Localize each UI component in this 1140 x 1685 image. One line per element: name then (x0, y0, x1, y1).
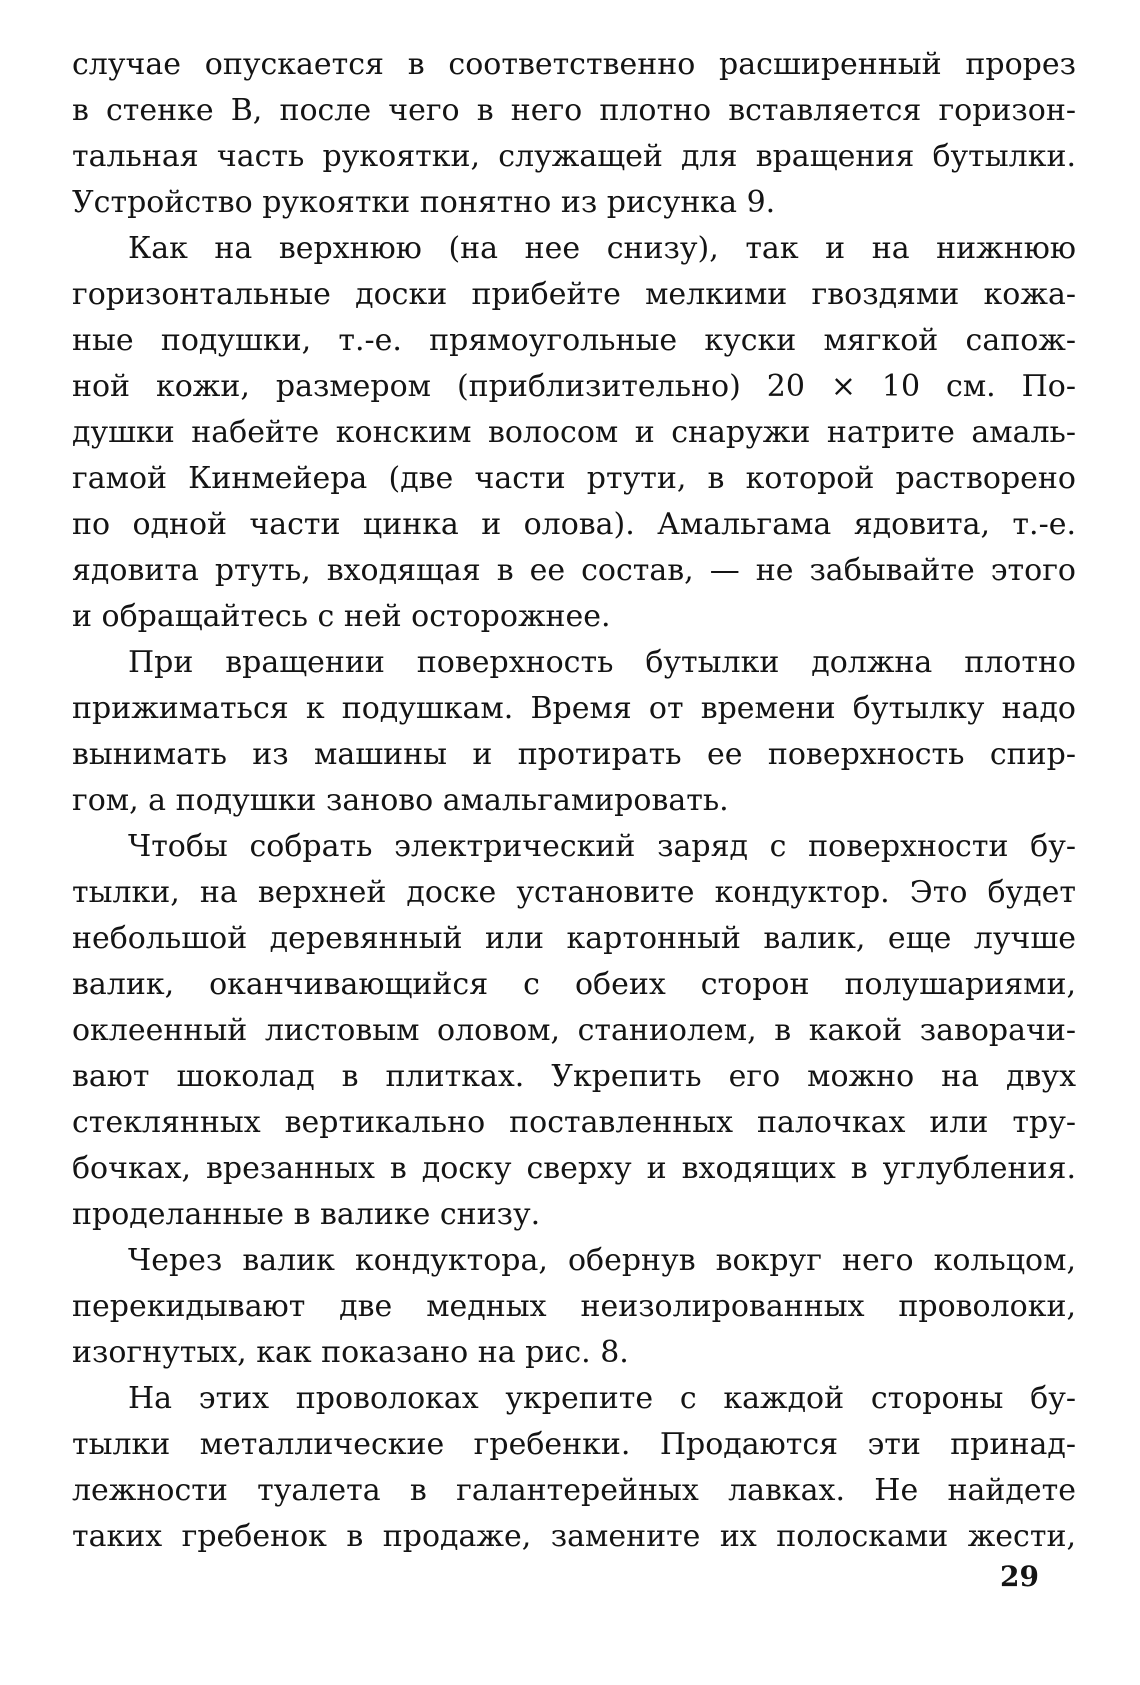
text-line: перекидывают две медных неизолированных проволоки, (72, 1289, 1076, 1324)
page-body (72, 42, 1076, 1560)
text-line: ядовита ртуть, входящая в ее состав, — не забывайте этого (72, 553, 1076, 588)
text-line: бочках, врезанных в доску сверху и входящих в углубления. (72, 1151, 1076, 1186)
text-line: горизонтальные доски прибейте мелкими гвоздями кожа- (72, 277, 1076, 312)
text-line: Как на верхнюю (на нее снизу), так и на нижнюю (128, 231, 1076, 266)
text-line: гамой Кинмейера (две части ртути, в которой растворено (72, 461, 1076, 496)
text-line: таких гребенок в продаже, замените их полосками жести, (72, 1519, 1076, 1554)
text-line: На этих проволоках укрепите с каждой стороны бу- (128, 1381, 1076, 1416)
text-line: гом, а подушки заново амальгамировать. (72, 783, 729, 818)
text-line: тальная часть рукоятки, служащей для вращения бутылки. (72, 139, 1076, 174)
text-line: лежности туалета в галантерейных лавках. Не найдете (72, 1473, 1076, 1508)
text-line: вают шоколад в плитках. Укрепить его можно на двух (72, 1059, 1076, 1094)
text-line: по одной части цинка и олова). Амальгама ядовита, т.-е. (72, 507, 1076, 542)
text-line: тылки металлические гребенки. Продаются эти принад- (72, 1427, 1076, 1462)
text-line: проделанные в валике снизу. (72, 1197, 541, 1232)
text-line: Через валик кондуктора, обернув вокруг него кольцом, (128, 1243, 1076, 1278)
text-line: валик, оканчивающийся с обеих сторон полушариями, (72, 967, 1076, 1002)
text-line: Чтобы собрать электрический заряд с поверхности бу- (128, 829, 1076, 864)
text-line: вынимать из машины и протирать ее поверхность спир- (72, 737, 1076, 772)
text-line: стеклянных вертикально поставленных палочках или тру- (72, 1105, 1076, 1140)
text-line: ной кожи, размером (приблизительно) 20 × 10 см. По- (72, 369, 1076, 404)
text-line: и обращайтесь с ней осторожнее. (72, 599, 611, 634)
text-line: прижиматься к подушкам. Время от времени бутылку надо (72, 691, 1076, 726)
text-line: случае опускается в соответственно расширенный прорез (72, 47, 1076, 82)
text-line: Устройство рукоятки понятно из рисунка 9. (72, 185, 776, 220)
text-line: изогнутых, как показано на рис. 8. (72, 1335, 629, 1370)
page-number: 29 (1000, 1560, 1039, 1593)
text-line: оклеенный листовым оловом, станиолем, в какой заворачи- (72, 1013, 1076, 1048)
text-line: ные подушки, т.-е. прямоугольные куски мягкой сапож- (72, 323, 1076, 358)
text-line: тылки, на верхней доске установите кондуктор. Это будет (72, 875, 1076, 910)
text-line: в стенке B, после чего в него плотно вставляется горизон- (72, 93, 1076, 128)
text-line: душки набейте конским волосом и снаружи натрите амаль- (72, 415, 1076, 450)
text-line: При вращении поверхность бутылки должна плотно (128, 645, 1076, 680)
text-line: небольшой деревянный или картонный валик, еще лучше (72, 921, 1076, 956)
